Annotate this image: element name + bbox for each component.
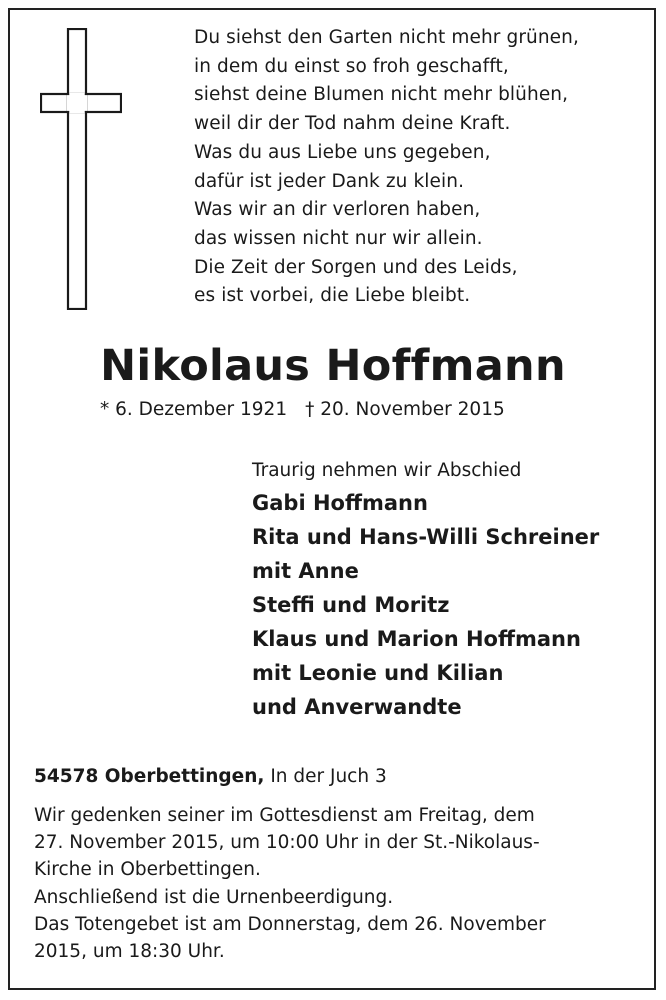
poem-line: siehst deine Blumen nicht mehr blühen, [194, 84, 569, 106]
poem-line: dafür ist jeder Dank zu klein. [194, 170, 465, 192]
poem-line: es ist vorbei, die Liebe bleibt. [194, 285, 471, 307]
service-line: 2015, um 18:30 Uhr. [34, 941, 225, 963]
birth-date: * 6. Dezember 1921 [100, 399, 288, 420]
poem-line: Was wir an dir verloren haben, [194, 199, 481, 221]
mourner-name: Klaus und Marion Hoffmann [252, 627, 581, 651]
poem-line: das wissen nicht nur wir allein. [194, 227, 483, 249]
mourner-name: mit Leonie und Kilian [252, 661, 504, 685]
cross-icon [40, 28, 122, 310]
service-line: Das Totengebet ist am Donnerstag, dem 26. November [34, 913, 546, 935]
service-line: Wir gedenken seiner im Gottesdienst am Freitag, dem [34, 805, 535, 826]
service-line: 27. November 2015, um 10:00 Uhr in der St.-Nikolaus- [34, 832, 540, 854]
poem-line: Was du aus Liebe uns gegeben, [194, 141, 491, 163]
service-line: Anschließend ist die Urnenbeerdigung. [34, 886, 394, 908]
mourner-name: Steffi und Moritz [252, 593, 450, 617]
mourner-list [252, 486, 652, 724]
mourners-intro: Traurig nehmen wir Abschied [252, 460, 522, 481]
poem [194, 24, 644, 311]
mourner-name: mit Anne [252, 559, 359, 583]
mourners [252, 456, 652, 724]
mourner-name: Gabi Hoffmann [252, 491, 428, 515]
service-info [34, 802, 644, 965]
death-date: † 20. November 2015 [305, 399, 505, 420]
address-place: 54578 Oberbettingen, [34, 766, 265, 787]
mourner-name: Rita und Hans-Willi Schreiner [252, 525, 600, 549]
poem-line: weil dir der Tod nahm deine Kraft. [194, 113, 511, 135]
deceased-name: Nikolaus Hoffmann [100, 341, 566, 391]
address [34, 762, 387, 792]
life-dates [100, 397, 505, 423]
poem-line: Die Zeit der Sorgen und des Leids, [194, 256, 518, 278]
mourner-name: und Anverwandte [252, 695, 462, 719]
address-street: In der Juch 3 [270, 766, 387, 787]
poem-line: Du siehst den Garten nicht mehr grünen, [194, 27, 579, 48]
poem-line: in dem du einst so froh geschafft, [194, 55, 509, 77]
service-line: Kirche in Oberbettingen. [34, 859, 261, 881]
